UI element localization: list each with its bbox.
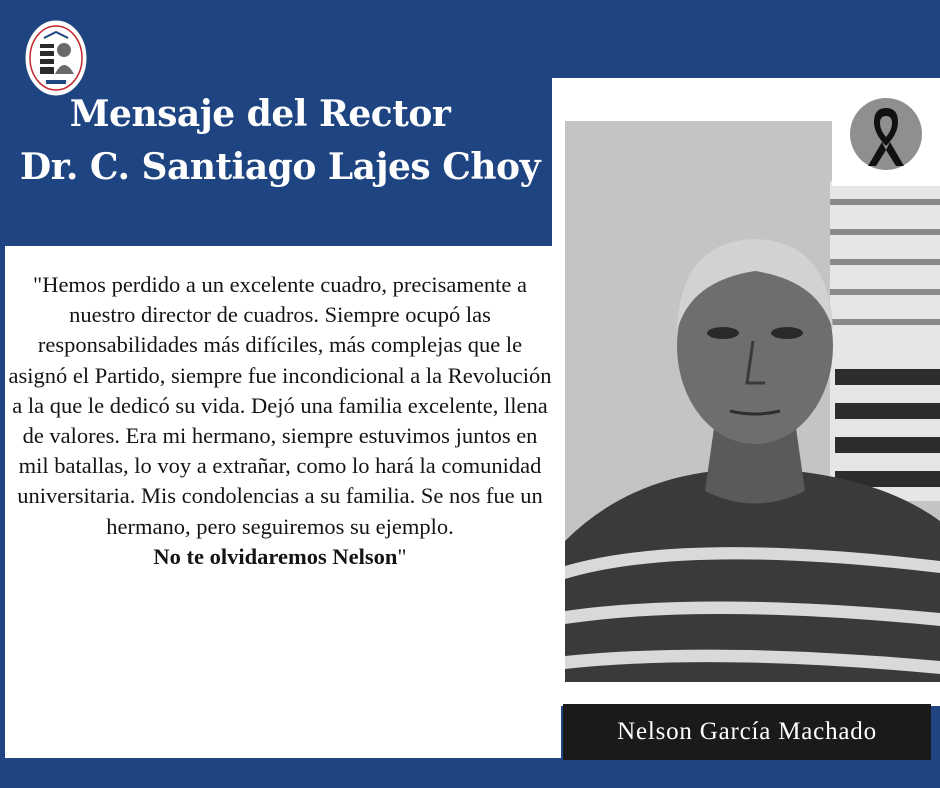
quote-text bbox=[8, 270, 552, 572]
quote-body: "Hemos perdido a un excelente cuadro, precisamente a nuestro director de cuadros. Siempre ocupó las responsabilidades más difíciles, más complejas que le asignó el Partido, siempre fue incondicional a la Revolución a la que le dedicó su vida. Dejó una familia excelente, llena de valores. Era mi hermano, siempre estuvimos juntos en mil batallas, lo voy a extrañar, como lo hará la comunidad universitaria. Mis condolencias a su familia. Se nos fue un hermano, pero seguiremos su ejemplo. bbox=[8, 272, 552, 539]
portrait-photo bbox=[565, 121, 940, 682]
mourning-ribbon-icon bbox=[832, 82, 940, 186]
name-caption-bar bbox=[563, 704, 931, 760]
title-line-2: Dr. C. Santiago Lajes Choy bbox=[19, 146, 540, 188]
university-seal-icon bbox=[24, 18, 88, 98]
person-name: Nelson García Machado bbox=[617, 718, 877, 745]
page-title bbox=[0, 88, 560, 194]
title-line-1: Mensaje del Rector bbox=[69, 93, 451, 135]
quote-closing-mark: " bbox=[397, 543, 407, 569]
quote-closing: No te olvidaremos Nelson bbox=[153, 543, 398, 569]
mourning-ribbon-box bbox=[832, 82, 940, 186]
